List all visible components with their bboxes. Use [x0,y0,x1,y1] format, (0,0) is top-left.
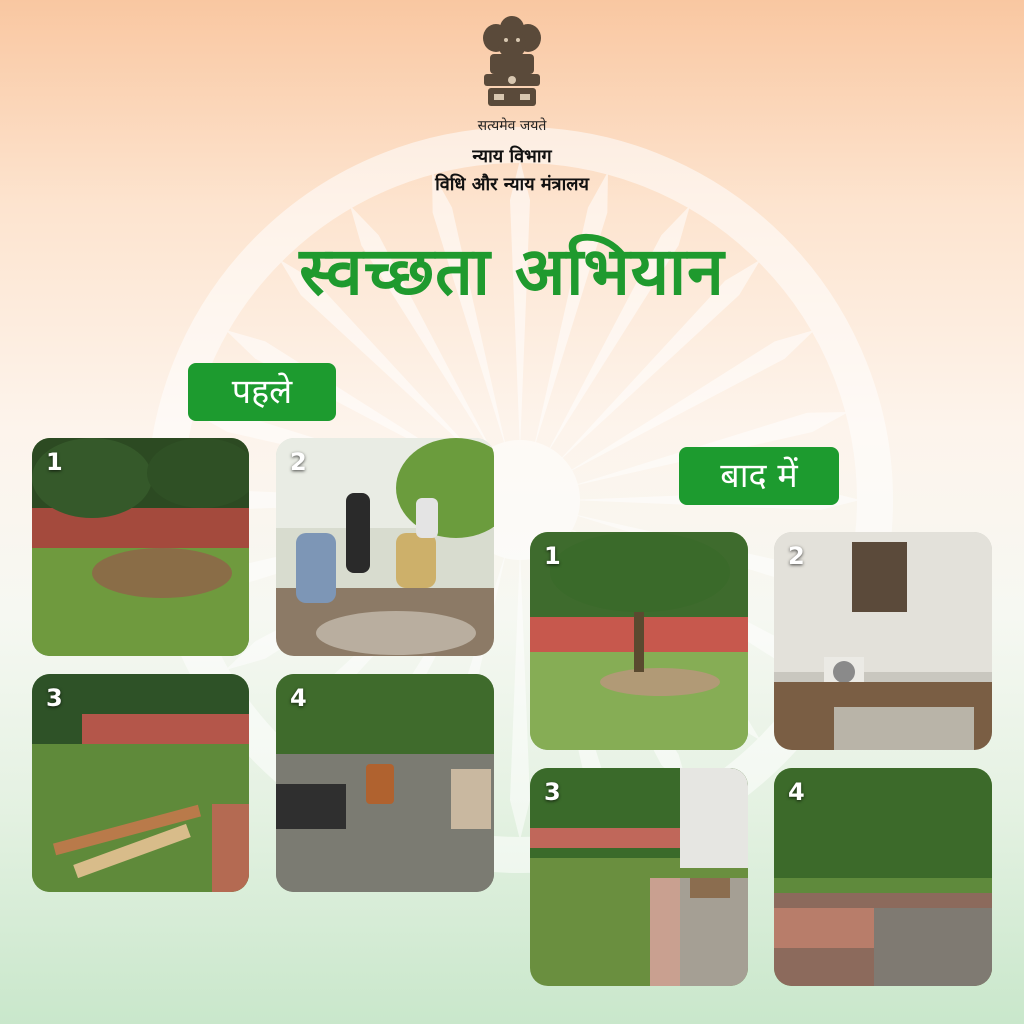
before-label: पहले [188,363,336,421]
photo-number: 1 [544,542,561,570]
photo-number: 4 [788,778,805,806]
before-photo-1 [32,438,249,656]
photo-number: 4 [290,684,307,712]
national-emblem-icon [472,8,552,116]
national-motto: सत्यमेव जयते [477,118,547,134]
ministry-name: विधि और न्याय मंत्रालय [435,174,589,195]
after-photo-1 [530,532,748,750]
photo-number: 2 [788,542,805,570]
after-photo-3 [530,768,748,986]
campaign-title: स्वच्छता अभियान [299,233,725,310]
photo-number: 1 [46,448,63,476]
photo-number: 3 [544,778,561,806]
before-photo-2 [276,438,494,656]
chakra-spoke [510,550,530,840]
photo-number: 2 [290,448,307,476]
after-label: बाद में [679,447,839,505]
photo-number: 3 [46,684,63,712]
department-name: न्याय विभाग [472,146,552,167]
before-photo-4 [276,674,494,892]
after-photo-2 [774,532,992,750]
after-photo-4 [774,768,992,986]
before-photo-3 [32,674,249,892]
